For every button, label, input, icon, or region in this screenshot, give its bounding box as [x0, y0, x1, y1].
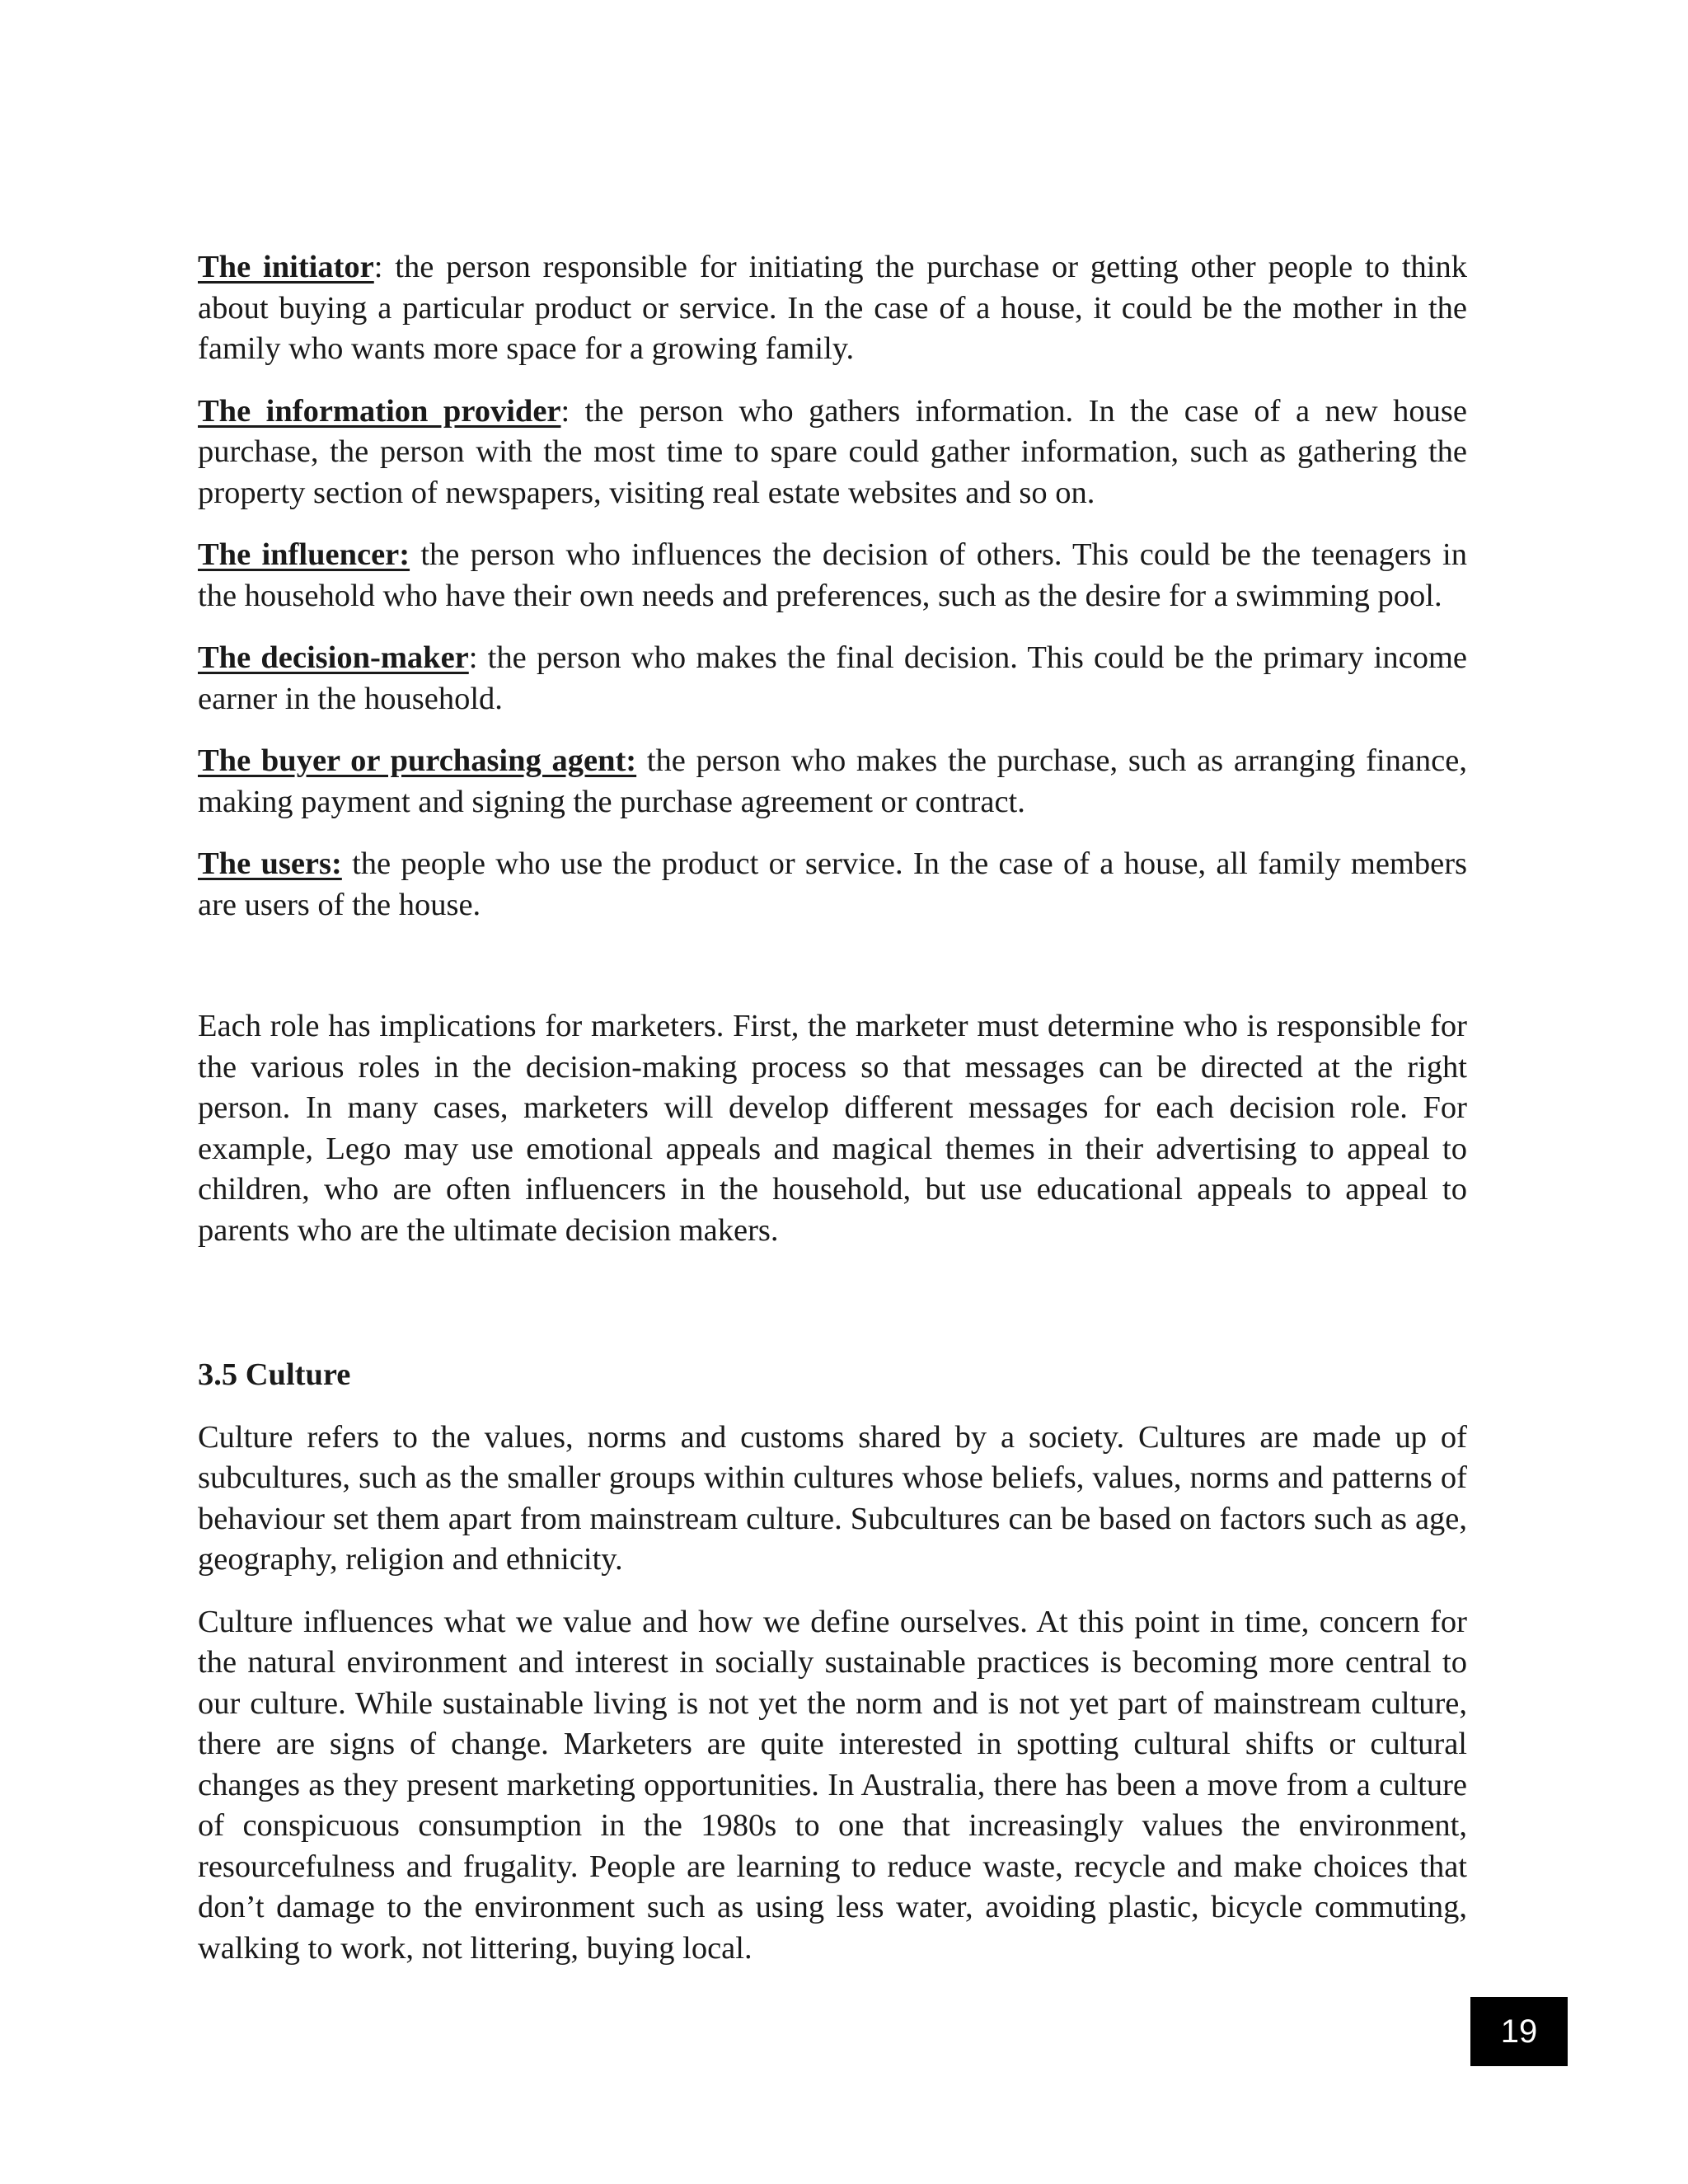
role-information-provider: [198, 391, 1467, 514]
role-term: The users:: [198, 846, 342, 881]
role-description: the person who influences the decision of others. This could be the teenagers in the household who have their own needs and preferences, such as the desire for a swimming pool.: [198, 537, 1467, 613]
role-description: the person who gathers information. In the case of a new house purchase, the person with the most time to spare could gather information, such as gathering the property section of newspapers, visiting real estate websites and so on.: [198, 393, 1467, 510]
role-term: The influencer:: [198, 537, 410, 572]
role-term: The decision-maker: [198, 640, 469, 675]
implications-paragraph: Each role has implications for marketers. First, the marketer must determine who is responsible for the various roles in the decision-making process so that messages can be directed at the right person. In many cases, marketers will develop different messages for each decision role. For example, Lego may use emotional appeals and magical themes in their advertising to appeal to children, who are often influencers in the household, but use educational appeals to appeal to parents who are the ultimate decision makers.: [198, 1009, 1467, 1248]
role-buyer: [198, 741, 1467, 823]
role-initiator: [198, 247, 1467, 370]
role-description: the person who makes the purchase, such as arranging finance, making payment and signing the purchase agreement or contract.: [198, 743, 1467, 819]
role-users: [198, 844, 1467, 926]
page-body: [198, 247, 1467, 1990]
role-separator: :: [560, 393, 570, 429]
role-term: The initiator: [198, 250, 374, 284]
role-separator: :: [373, 250, 383, 284]
culture-paragraph: Culture influences what we value and how we define ourselves. At this point in time, concern for the natural environment and interest in socially sustainable practices is becoming more central to our culture. While sustainable living is not yet the norm and is not yet part of mainstream culture, there are signs of change. Marketers are quite interested in spotting cultural shifts or cultural changes as they present marketing opportunities. In Australia, there has been a move from a culture of conspicuous consumption in the 1980s to one that increasingly values the environment, resourcefulness and frugality. People are learning to reduce waste, recycle and make choices that don’t damage to the environment such as using less water, avoiding plastic, bicycle commuting, walking to work, not littering, buying local.: [198, 1604, 1467, 1966]
spacer: [198, 1272, 1467, 1355]
role-term: The information provider: [198, 393, 561, 429]
culture-paragraph: Culture refers to the values, norms and customs shared by a society. Cultures are made up of subcultures, such as the smaller groups within cultures whose beliefs, values, norms and patterns of behaviour set them apart from mainstream culture. Subcultures can be based on factors such as age, geography, religion and ethnicity.: [198, 1419, 1467, 1577]
role-term: The buyer or purchasing agent:: [198, 743, 637, 778]
spacer: [198, 947, 1467, 1006]
role-description: the person responsible for initiating the purchase or getting other people to think about buying a particular product or service. In the case of a house, it could be the mother in the family who wants more space for a growing family.: [198, 250, 1467, 366]
role-description: the people who use the product or service. In the case of a house, all family members are users of the house.: [198, 846, 1467, 922]
role-influencer: [198, 535, 1467, 616]
role-decision-maker: [198, 638, 1467, 719]
role-separator: :: [468, 640, 478, 675]
role-description: the person who makes the final decision. This could be the primary income earner in the household.: [198, 640, 1467, 716]
page-number: 19: [1470, 1997, 1568, 2066]
section-heading: 3.5 Culture: [198, 1357, 351, 1392]
